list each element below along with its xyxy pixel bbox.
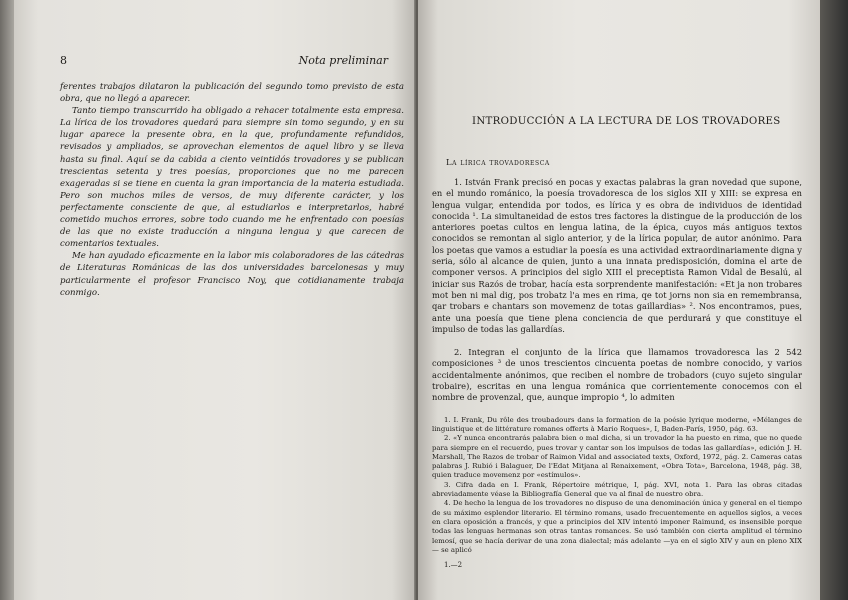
- footnote: 3. Cifra dada en I. Frank, Répertoire métrique, I, pág. XVI, nota 1. Para las obras citadas abreviadamente véase la Bibliografía General que va al final de nuestro obra.: [432, 480, 802, 499]
- footnote: 4. De hecho la lengua de los trovadores no dispuso de una denominación única y general en el tiempo de su máximo esplendor literario. El término romans, usado frecuentemente en aquellos siglos, a veces en clara oposición a francés, y que a principios del XIV intentó imponer Raimund, es insensible porque todas las lenguas hermanas son otras tantas romances. Se usó también con cierta amplitud el término lemosí, que se hacía derivar de una zona dialectal; más adelante —ya en el siglo XIV y aun en pleno XIX— se aplicó: [432, 499, 802, 554]
- preface-paragraph: ferentes trabajos dilataron la publicación del segundo tomo previsto de esta obra, que no llegó a aparecer.: [60, 82, 404, 105]
- running-head-title: Nota preliminar: [298, 54, 388, 67]
- footnotes: [432, 416, 802, 555]
- body-text: [432, 177, 802, 404]
- section-title: La lírica trovadoresca: [446, 157, 550, 167]
- left-page: [14, 0, 416, 600]
- left-page-edge: [0, 0, 14, 600]
- preface-text: [60, 81, 404, 299]
- footnote: 2. «Y nunca encontrarás palabra bien o mal dicha, si un trovador la ha puesto en rima, que no quede para siempre en el recuerdo, pues trovar y cantar son los impulsos de todas las gallardías», edición J. H. Marshall, The Razos de trobar of Raimon Vidal and associated texts, Oxford, 1972, pág. 2. Cameras catas palabras J. Rubió i Balaguer, De l'Edat Mitjana al Renaixement, «Obra Tota», Barcelona, 1948, pág. 38, quien traduce movemenz por «estímulos».: [432, 434, 802, 480]
- footnote: 1. I. Frank, Du rôle des troubadours dans la formation de la poésie lyrique moderne, «Mélanges de linguistique et de littérature romanes offerts à Mario Roques», I, Baden-París, 1950, pág. 63.: [432, 415, 802, 433]
- right-page-edge: [820, 0, 848, 600]
- left-running-head: [60, 54, 388, 67]
- body-paragraph: 2. Integran el conjunto de la lírica que llamamos trovadoresca las 2 542 composiciones ³ de unos trescientos cincuenta poetas de nombre conocido, y varios accidentalmente anónimos, que reciben el nombre de trobadors (cuyo sujeto singular trobaire), escritas en una lengua románica que corrientemente conocemos con el nombre de provenzal, que, aunque impropio ⁴, lo admiten: [432, 347, 802, 403]
- body-paragraph: 1. István Frank precisó en pocas y exactas palabras la gran novedad que supone, en el mundo románico, la poesía trovadoresca de los siglos XII y XIII: se expresa en lengua vulgar, entendida por todos, es lírica y es obra de individuos de identidad conocida ¹. La simultaneidad de estos tres factores la distingue de la producción de los anteriores poetas cultos en lengua latina, de la épica, cuyos más antiguos textos conocidos se remontan al siglo anterior, y de la lírica popular, de autor anónimo. Para los poetas que vamos a estudiar la poesía es una actividad extraordinariamente digna y seria, sólo al alcance de quien, junto a una innata predisposición, domina el arte de componer versos. A principios del siglo XIII el preceptista Ramon Vidal de Besalú, al iniciar sus Razós de trobar, hacía esta sorprendente manifestación: «Et ja non trobares mot ben ni mal dig, pos trobatz l'a mes en rima, qe tot jorns non sia en remembransa, qar trobars e chantars son movemenz de totas gaillardias» ². Nos encontramos, pues, ante una poesía que tiene plena conciencia de que perdurará y que constituye el impulso de todas las gallardías.: [432, 177, 802, 334]
- signature-mark: 1.—2: [444, 561, 463, 569]
- right-page: [418, 0, 820, 600]
- preface-paragraph: Tanto tiempo transcurrido ha obligado a rehacer totalmente esta empresa. La lírica de los trovadores quedará para siempre sin tomo segundo, y en su lugar aparece la presente obra, en la que, profundamente refundidos, revisados y ampliados, se aprovechan elementos de aquel libro y se lleva hasta su final. Aquí se da cabida a ciento veintidós trovadores y se publican trescientas setenta y tres poesías, proporciones que no me parecen exageradas si se tiene en cuenta la gran importancia de la materia estudiada. Pero son muchos miles de versos, de muy diferente carácter, y los perfectamente consciente de que, al estudiarlos e interpretarlos, habré cometido muchos errores, sobre todo cuando me he enfrentado con poesías de las que no existe traducción a ninguna lengua y que carecen de comentarios textuales.: [60, 106, 404, 250]
- preface-paragraph: Me han ayudado eficazmente en la labor mis colaboradores de las cátedras de Literaturas Románicas de las dos universidades barcelonesas y muy particularmente el profesor Francisco Noy, que cotidianamente trabaja conmigo.: [60, 251, 404, 298]
- page-number: 8: [60, 54, 67, 67]
- chapter-title: INTRODUCCIÓN A LA LECTURA DE LOS TROVADORES: [472, 116, 781, 127]
